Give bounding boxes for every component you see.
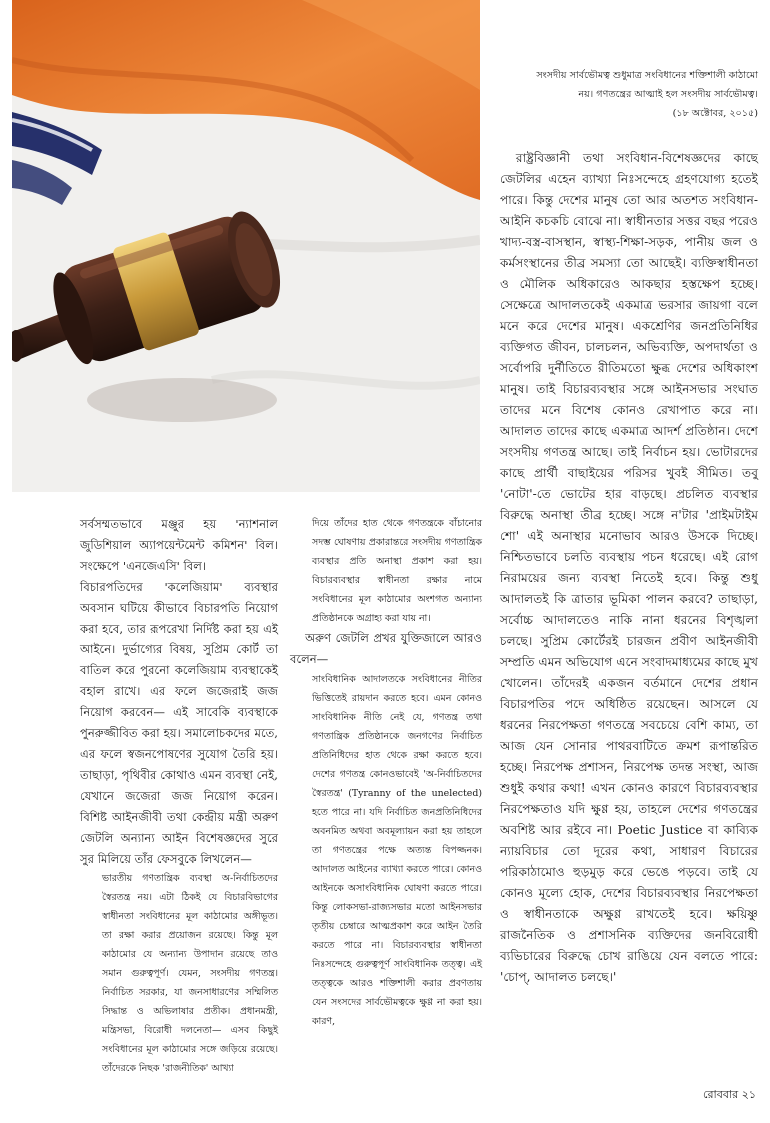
pull-quote-text: সংসদীয় সার্বভৌমত্ব শুধুমাত্র সংবিধানের শক্তিশালী কাঠামো নয়। গণতন্ত্রের আত্মাই হল সংসদীয় সার্বভৌমত্ব।: [536, 70, 758, 100]
article-column-middle: [290, 514, 482, 1031]
page-footer: রোববার ২১: [703, 1088, 756, 1101]
middle-paragraph: অরুণ জেটলি প্রখর যুক্তিজালে আরও বলেন—: [290, 631, 482, 666]
gavel-flag-photo: [12, 0, 480, 492]
pull-quote-date: (১৮ অক্টোবর, ২০১৫): [672, 108, 758, 119]
article-column-left: [80, 514, 278, 1078]
right-paragraph: রাষ্ট্রবিজ্ঞানী তথা সংবিধান-বিশেষজ্ঞদের কাছে জেটলির এহেন ব্যাখ্যা নিঃসন্দেহে গ্রহণযোগ্য হতেই পারে। কিন্তু দেশের মানুষ তো আর অতশত সংবিধান-আইনি কচকচি বোঝে না। স্বাধীনতার সত্তর বছর পরেও খাদ্য-বস্ত্র-বাসস্থান, স্বাস্থ্য-শিক্ষা-সড়ক, পানীয় জল ও কর্মসংস্থানের তীব্র সমস্যা তো আছেই। ব্যক্তিস্বাধীনতা ও মৌলিক অধিকারেও আকছার হস্তক্ষেপ হচ্ছে। সেক্ষেত্রে আদালতকেই একমাত্র ভরসার জায়গা বলে মনে করে দেশের মানুষ। একশ্রেণির জনপ্রতিনিধির ব্যক্তিগত জীবন, চালচলন, অভিব্যক্তি, অপদার্থতা ও সর্বোপরি দুর্নীতিতে রীতিমতো ক্ষুব্ধ দেশের অধিকাংশ মানুষ। তাই বিচারব্যবস্থার সঙ্গে আইনসভার সংঘাত তাদের মনে বিশেষ কোনও রেখাপাত করে না। আদালত তাদের কাছে একমাত্র আদর্শ প্রতিষ্ঠান। দেশে সংসদীয় গণতন্ত্র আছে। তাই নির্বাচন হয়। ভোটারদের কাছে প্রার্থী বাছাইয়ের পরিসর খুবই সীমিত। তবু 'নোটা'-তে ভোটের হার বাড়ছে। প্রচলিত ব্যবস্থার বিরুদ্ধে অনাস্থা তীব্র হচ্ছে। সঙ্গে ন'টার 'প্রাইমটাইম শো' এই অনাস্থার মনোভাব আরও উসকে দিচ্ছে। নিশ্চিতভাবে চলতি ব্যবস্থায় পচন ধরেছে। এই রোগ নিরাময়ের জন্য ব্যবস্থা নিতেই হবে। কিন্তু শুধু আদালতই কি ত্রাতার ভূমিকা পালন করবে? তাছাড়া, সর্বোচ্চ আদালতেও নাকি নানা ধরনের বিশৃঙ্খলা চলছে। সুপ্রিম কোর্টেরই চারজন প্রবীণ আইনজীবী সম্প্রতি এমন অভিযোগ এনে সংবাদমাধ্যমের কাছে মুখ খোলেন। তাঁদেরই একজন বর্তমানে দেশের প্রধান বিচারপতির পদে অধিষ্ঠিত রয়েছেন। আসলে যে ধরনের নিরপেক্ষতা গণতন্ত্রে সবচেয়ে বেশি কাম্য, তা আজ যেন সোনার পাথরবাটিতে ক্রমশ রূপান্তরিত হচ্ছে। নিরপেক্ষ প্রশাসন, নিরপেক্ষ তদন্ত সংস্থা, আজ শুধুই কথার কথা! এখন কোনও কারণে বিচারব্যবস্থার নিরপেক্ষতাও যদি ক্ষুণ্ণ হয়, তাহলে দেশের গণতন্ত্রের অবশিষ্ট আর রইবে না। Poetic Justice বা কাব্যিক ন্যায়বিচার তো দূরের কথা, সাধারণ বিচারের পরিকাঠামোও হুড়মুড় করে ভেঙে পড়বে। তাই যে কোনও মূল্যে হোক, দেশের বিচারব্যবস্থার নিরপেক্ষতা ও স্বাধীনতাকে অক্ষুণ্ণ রাখতেই হবে। ক্ষয়িষ্ণু রাজনৈতিক ও প্রশাসনিক ব্যক্তিদের জনবিরোধী ব্যভিচারের বিরুদ্ধে চোখ রাঙিয়ে যেন বলতে পারে: 'চোপ্‌, আদালত চলছে।': [500, 151, 758, 984]
left-quote-1: ভারতীয় গণতান্ত্রিক ব্যবস্থা অ-নির্বাচিতদের স্বৈরতন্ত্র নয়। এটা ঠিকই যে বিচারবিভাগের স্বাধীনতা সংবিধানের মূল কাঠামোর অঙ্গীভূত। তা রক্ষা করার প্রয়োজন রয়েছে। কিন্তু মূল কাঠামোর যে অন্যান্য উপাদান রয়েছে তাও সমান গুরুত্বপূর্ণ। যেমন, সংসদীয় গণতন্ত্র। নির্বাচিত সরকার, যা জনসাধারণের সম্মিলিত সিদ্ধান্ত ও অভিলাষার প্রতীক। প্রধানমন্ত্রী, মন্ত্রিসভা, বিরোধী দলনেতা— এসব কিছুই সংবিধানের মূল কাঠামোর সঙ্গে জড়িয়ে রয়েছে। তাঁদেরকে নিছক 'রাজনীতিক' আখ্যা: [102, 873, 278, 1075]
middle-quote-2: সাংবিধানিক আদালতকে সংবিধানের নীতির ভিত্তিতেই রায়দান করতে হবে। এমন কোনও সাংবিধানিক নীতি নেই যে, গণতন্ত্র তথা গণতান্ত্রিক প্রতিষ্ঠানকে জনগণের নির্বাচিত প্রতিনিধিদের হাত থেকে রক্ষা করতে হবে। দেশের গণতন্ত্র কোনওভাবেই 'অ-নির্বাচিতদের স্বৈরতন্ত্র' (Tyranny of the unelected) হতে পারে না। যদি নির্বাচিত জনপ্রতিনিধিদের অবনমিত অথবা অবমূল্যায়ন করা হয় তাহলে তা গণতন্ত্রের পক্ষে অত্যন্ত বিপজ্জনক। আদালত আইনের ব্যাখ্যা করতে পারে। কোনও আইনকে অসাংবিধানিক ঘোষণা করতে পারে। কিন্তু লোকসভা-রাজ্যসভার মতো আইনসভার তৃতীয় চেম্বারে আত্মপ্রকাশ করে আইন তৈরি করতে পারে না। বিচারব্যবস্থার স্বাধীনতা নিঃসন্দেহে গুরুত্বপূর্ণ সাংবিধানিক তত্ত্ব। এই তত্ত্বকে আরও শক্তিশালী করার প্রবণতায় যেন সংসদের সার্বভৌমত্বকে ক্ষুণ্ণ না করা হয়। কারণ,: [312, 673, 482, 1027]
gavel-on-flag-illustration: [12, 0, 480, 492]
left-paragraph-1: সর্বসম্মতভাবে মঞ্জুর হয় 'ন্যাশনাল জুডিশিয়াল অ্যাপয়েন্টমেন্ট কমিশন' বিল। সংক্ষেপে 'এনজেএসি' বিল।: [80, 517, 278, 573]
article-column-right: [500, 148, 758, 988]
middle-quote-1-continued: দিয়ে তাঁদের হাত থেকে গণতন্ত্রকে বাঁচানোর সদম্ভ ঘোষণায় প্রকারান্তরে সংসদীয় গণতান্ত্রিক ব্যবস্থার প্রতি অনাস্থা প্রকাশ করা হয়। বিচারব্যবস্থার স্বাধীনতা রক্ষার নামে সংবিধানের মূল কাঠামোর অংশগত অন্যান্য প্রতিষ্ঠানকে অগ্রাহ্য করা যায় না।: [312, 518, 482, 624]
pull-quote: [532, 66, 758, 123]
left-paragraph-2: বিচারপতিদের 'কলেজিয়াম' ব্যবস্থার অবসান ঘটিয়ে কীভাবে বিচারপতি নিয়োগ করা হবে, তার রূপরেখা নির্দিষ্ট করা হয় এই আইনে। দুর্ভাগ্যের বিষয়, সুপ্রিম কোর্ট তা বাতিল করে পুরনো কলেজিয়াম ব্যবস্থাকেই বহাল রাখে। এর ফলে জজেরাই জজ নিয়োগ করবেন— এই সাবেকি ব্যবস্থাকে পুনরুজ্জীবিত করা হয়। সমালোচকদের মতে, এর ফলে স্বজনপোষণের সুযোগ তৈরি হয়। তাছাড়া, পৃথিবীর কোথাও এমন ব্যবস্থা নেই, যেখানে জজেরা জজ নিয়োগ করেন। বিশিষ্ট আইনজীবী তথা কেন্দ্রীয় মন্ত্রী অরুণ জেটলি অন্যান্য আইন বিশেষজ্ঞদের সুরে সুর মিলিয়ে তাঁর ফেসবুকে লিখলেন—: [80, 579, 278, 866]
